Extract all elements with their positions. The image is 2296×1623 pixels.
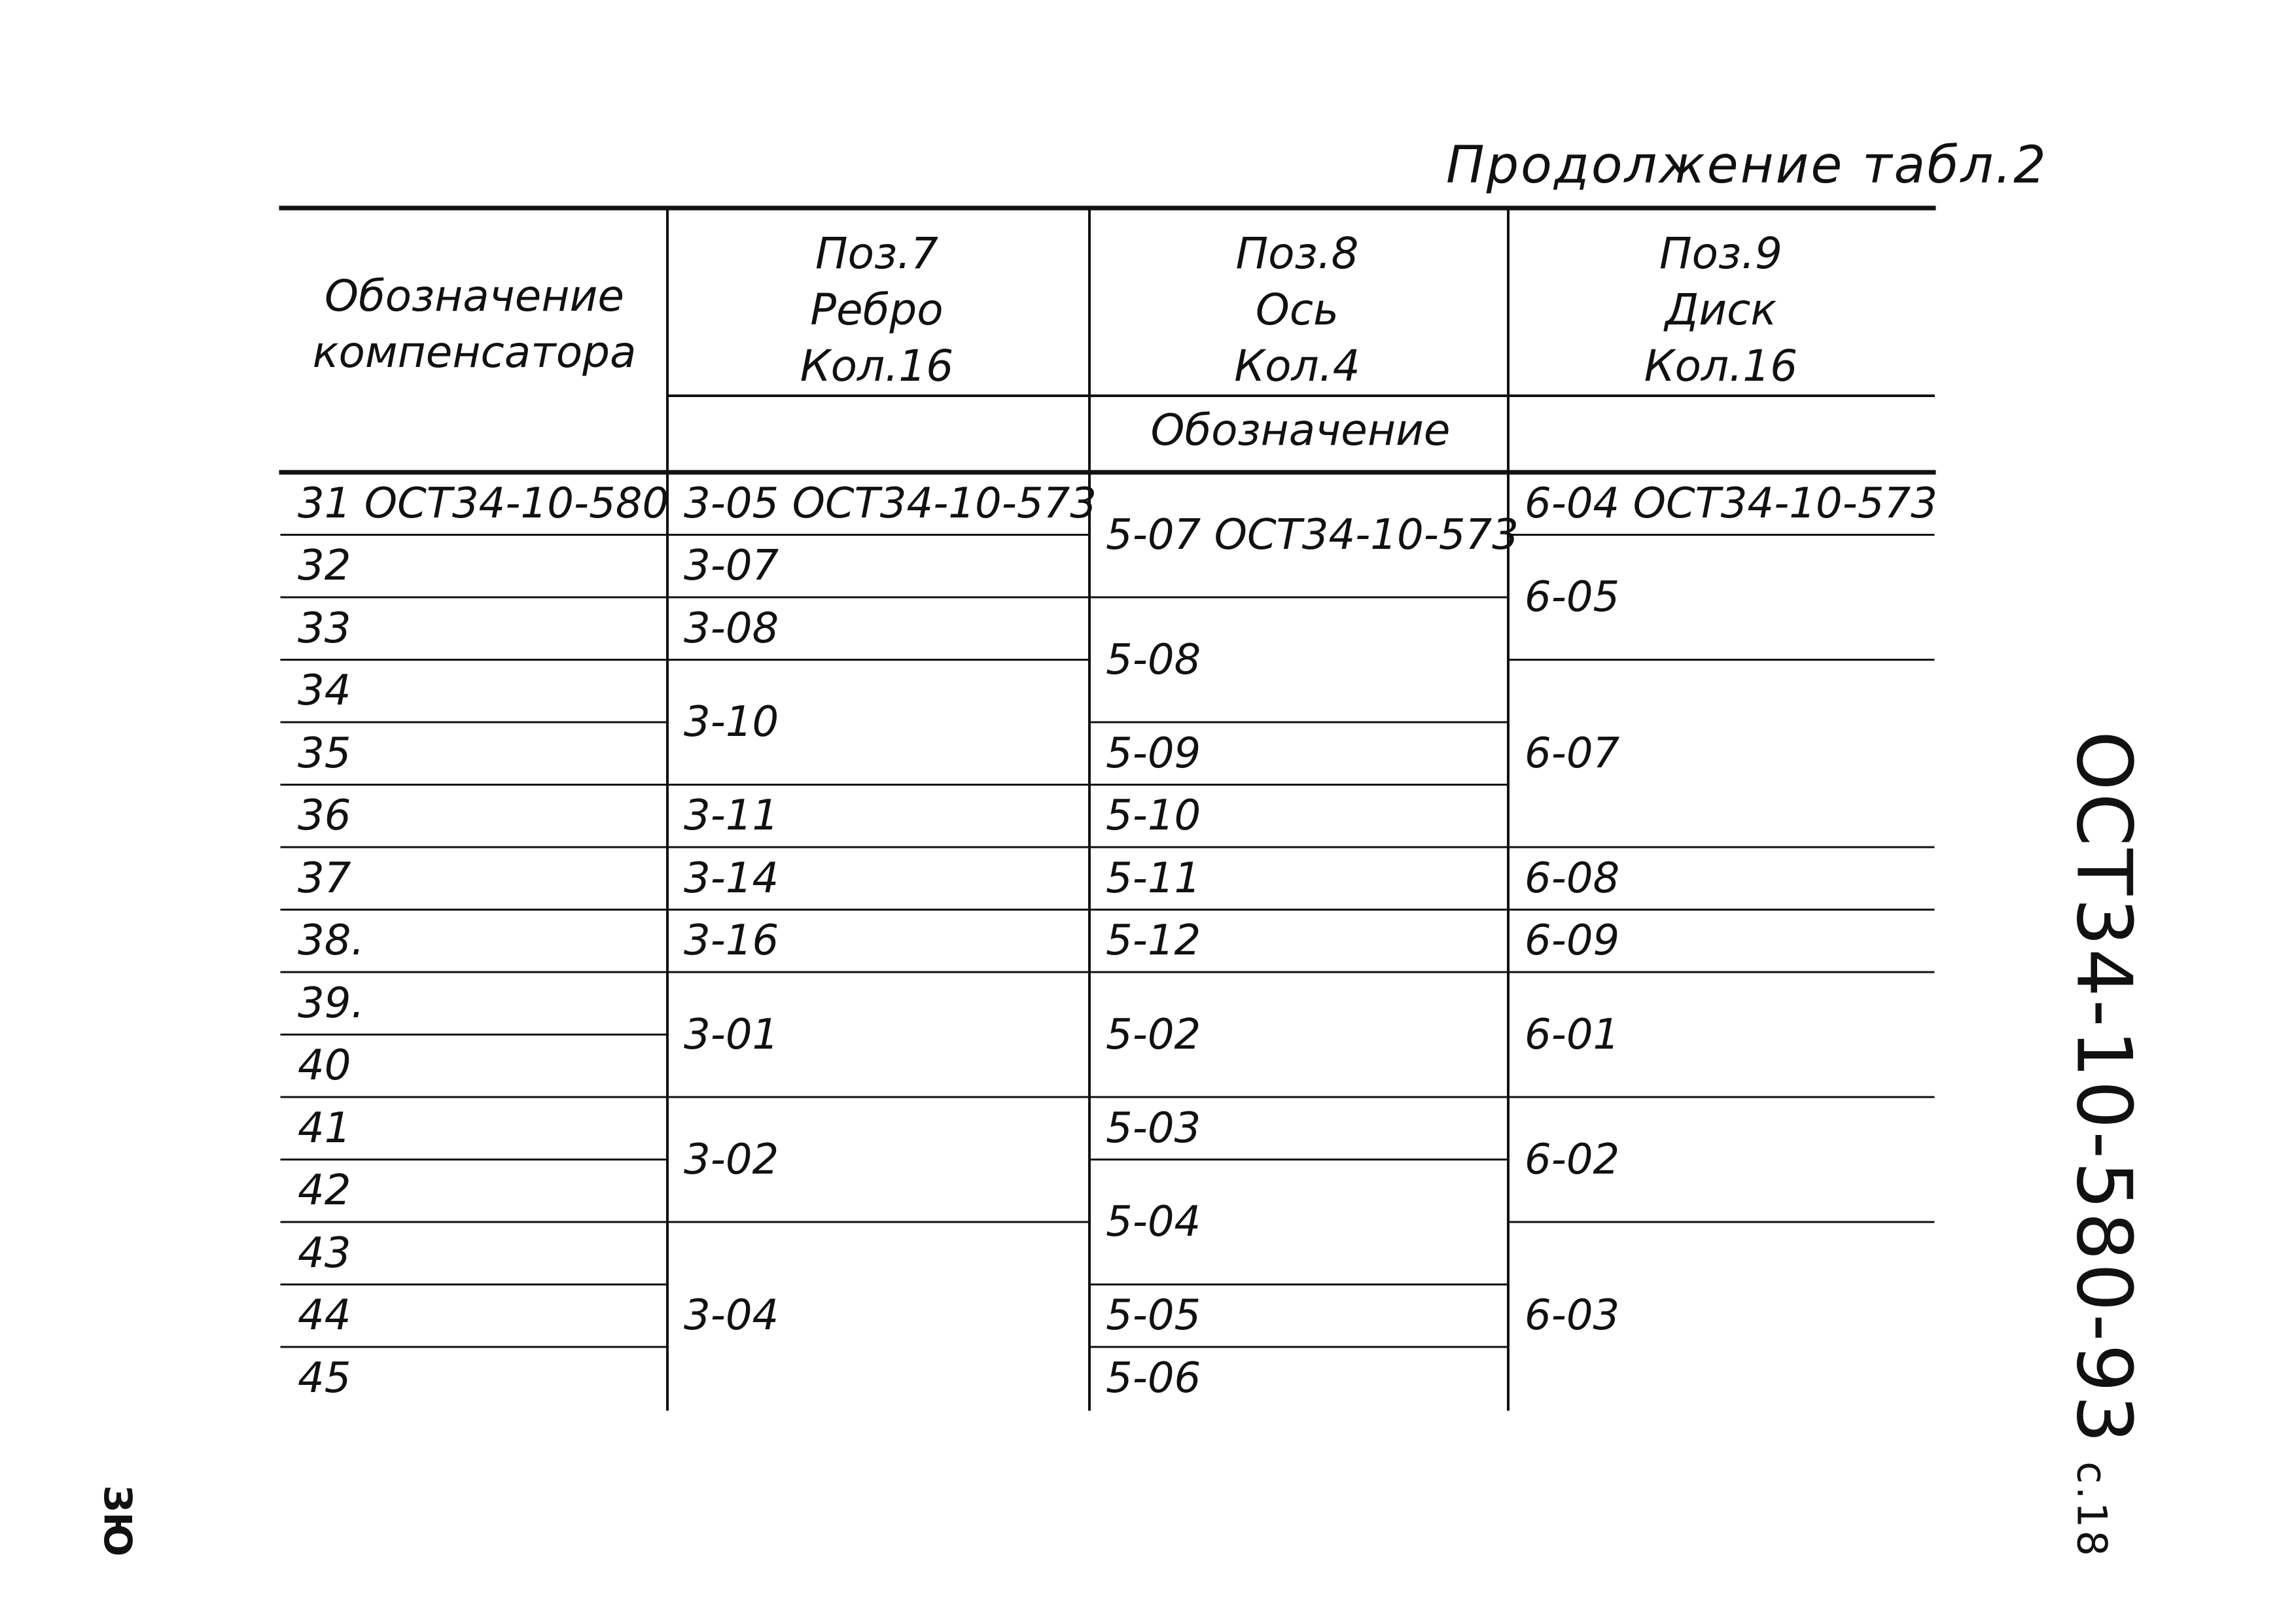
poz9-disc-designation: 6-08 [1525, 854, 1620, 903]
header-poz7-number: Поз.7 [815, 228, 939, 279]
poz9-disc-designation: 6-04 ОСТ34-10-573 [1525, 479, 1937, 528]
poz8-axis-designation: 5-02 [1106, 1010, 1201, 1059]
side-stamp-page: с.18 [2068, 1461, 2116, 1559]
compensator-designation: 32 [298, 542, 351, 591]
continuation-title: Продолжение табл.2 [1446, 136, 2048, 195]
poz8-axis-designation: 5-05 [1106, 1291, 1201, 1340]
poz8-axis-designation: 5-03 [1106, 1104, 1201, 1153]
side-stamp-doc: ОСТ34-10-580-93 [2059, 731, 2148, 1446]
poz8-axis-designation: 5-08 [1106, 635, 1201, 684]
poz9-disc-designation: 6-09 [1525, 916, 1620, 966]
poz7-rib-designation: 3-16 [684, 916, 779, 966]
compensator-designation: 41 [298, 1104, 351, 1153]
header-poz8-name: Ось [1255, 285, 1339, 335]
compensator-designation: 40 [298, 1041, 351, 1091]
poz9-disc-designation: 6-05 [1525, 573, 1620, 621]
poz8-axis-designation: 5-04 [1106, 1198, 1201, 1246]
poz8-axis-designation: 5-10 [1106, 792, 1201, 841]
header-poz7-name: Ребро [810, 285, 944, 335]
header-poz8-qty: Кол.4 [1234, 341, 1360, 391]
poz7-rib-designation: 3-08 [684, 604, 779, 653]
compensator-designation: 38. [298, 916, 364, 966]
compensator-designation: 39. [298, 979, 364, 1028]
header-poz9-qty: Кол.16 [1644, 341, 1798, 391]
poz8-axis-designation: 5-07 ОСТ34-10-573 [1106, 510, 1519, 559]
compensator-designation: 44 [298, 1291, 351, 1340]
poz7-rib-designation: 3-11 [684, 792, 779, 841]
compensator-designation: 33 [298, 604, 351, 653]
poz7-rib-designation: 3-14 [684, 854, 779, 903]
header-poz9 [1508, 226, 1934, 394]
poz7-rib-designation: 3-10 [684, 698, 779, 746]
compensator-designation: 43 [298, 1229, 351, 1278]
compensator-designation: 34 [298, 667, 351, 716]
poz7-rib-designation: 3-01 [684, 1010, 779, 1059]
header-poz7 [667, 226, 1086, 394]
compensator-designation: 36 [298, 792, 351, 841]
header-poz8-number: Поз.8 [1235, 228, 1359, 279]
compensator-designation: 31 ОСТ34-10-580 [298, 479, 669, 528]
header-designation-line1: Обозначение [325, 271, 624, 321]
side-stamp [2032, 731, 2176, 1559]
poz8-axis-designation: 5-06 [1106, 1353, 1201, 1403]
poz7-rib-designation: 3-05 ОСТ34-10-573 [684, 479, 1097, 528]
compensator-designation: 37 [298, 854, 351, 903]
page-mark-text: ЗЮ [96, 1485, 140, 1557]
compensator-designation: 35 [298, 729, 351, 778]
poz9-disc-designation: 6-02 [1525, 1135, 1620, 1184]
compensator-designation: 42 [298, 1166, 351, 1215]
header-poz8 [1089, 226, 1505, 394]
poz9-disc-designation: 6-07 [1525, 729, 1620, 778]
header-designation [281, 268, 667, 381]
poz8-axis-designation: 5-09 [1106, 729, 1201, 778]
poz7-rib-designation: 3-04 [684, 1291, 779, 1340]
header-poz9-number: Поз.9 [1659, 228, 1783, 279]
poz7-rib-designation: 3-07 [684, 542, 779, 591]
side-stamp-text [2060, 731, 2148, 1559]
poz8-axis-designation: 5-12 [1106, 916, 1201, 966]
header-poz7-qty: Кол.16 [800, 341, 954, 391]
poz8-axis-designation: 5-11 [1106, 854, 1201, 903]
header-poz9-name: Диск [1665, 285, 1777, 335]
header-designation-line2: компенсатора [312, 327, 637, 377]
header-subheading: Обозначение [1150, 405, 1451, 455]
page-mark [92, 1485, 144, 1557]
compensator-designation: 45 [298, 1353, 351, 1403]
poz9-disc-designation: 6-03 [1525, 1291, 1620, 1340]
poz7-rib-designation: 3-02 [684, 1135, 779, 1184]
poz9-disc-designation: 6-01 [1525, 1010, 1620, 1059]
